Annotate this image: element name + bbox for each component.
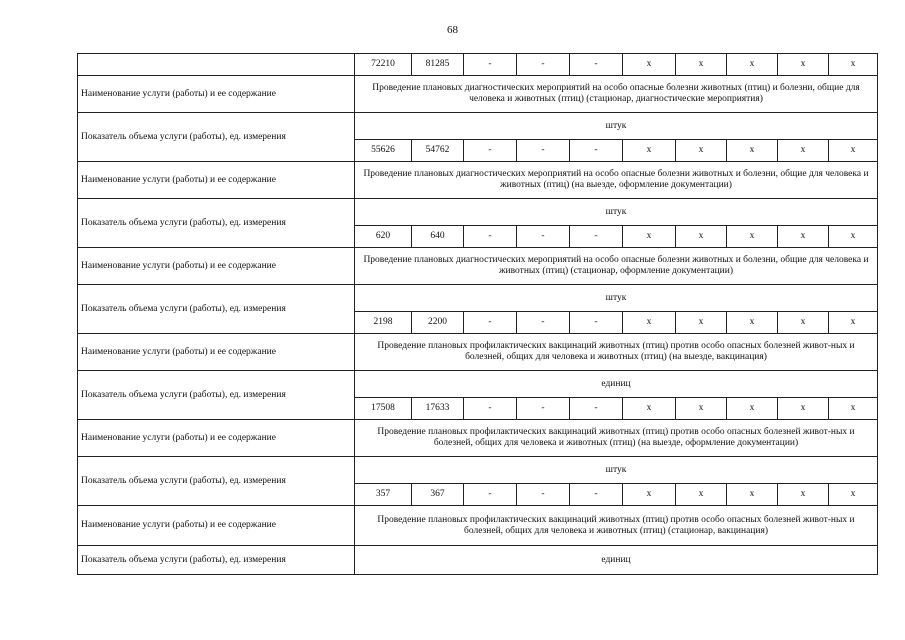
value-cell: x: [778, 312, 829, 334]
value-cell: x: [623, 312, 676, 334]
services-table-body: [78, 54, 878, 575]
value-cell: x: [829, 140, 878, 162]
unit-cell: единиц: [355, 371, 878, 398]
value-cell: x: [778, 140, 829, 162]
value-cell: x: [727, 484, 778, 506]
value-cell: 54762: [412, 140, 464, 162]
service-description: Проведение плановых диагностических мероприятий на особо опасные болезни животных и болезни, общие для человека и животных (птиц) (стационар, оформление документации): [355, 248, 878, 285]
service-name-row: [78, 248, 878, 285]
unit-cell: штук: [355, 457, 878, 484]
volume-indicator-label: Показатель объема услуги (работы), ед. измерения: [78, 457, 355, 506]
value-cell: x: [829, 484, 878, 506]
value-cell: x: [623, 398, 676, 420]
volume-indicator-label: Показатель объема услуги (работы), ед. измерения: [78, 285, 355, 334]
value-cell: -: [570, 140, 623, 162]
service-name-label: Наименование услуги (работы) и ее содержание: [78, 420, 355, 457]
value-cell: -: [570, 226, 623, 248]
service-name-row: [78, 334, 878, 371]
volume-indicator-label: Показатель объема услуги (работы), ед. измерения: [78, 546, 355, 575]
value-cell: x: [623, 484, 676, 506]
value-cell: x: [727, 312, 778, 334]
value-cell: 17633: [412, 398, 464, 420]
service-name-label: Наименование услуги (работы) и ее содержание: [78, 506, 355, 546]
value-cell: x: [727, 140, 778, 162]
unit-cell: штук: [355, 113, 878, 140]
service-name-row: [78, 162, 878, 199]
value-cell: x: [778, 54, 829, 76]
service-name-label: Наименование услуги (работы) и ее содержание: [78, 76, 355, 113]
volume-indicator-row: [78, 371, 878, 398]
value-cell: -: [464, 140, 517, 162]
empty-label-cell: [78, 54, 355, 76]
unit-cell: штук: [355, 285, 878, 312]
value-cell: x: [778, 226, 829, 248]
value-cell: x: [778, 484, 829, 506]
value-cell: 17508: [355, 398, 412, 420]
value-cell: 2200: [412, 312, 464, 334]
value-cell: x: [676, 398, 727, 420]
volume-indicator-row: [78, 285, 878, 312]
value-cell: -: [464, 398, 517, 420]
volume-indicator-row: [78, 457, 878, 484]
value-cell: 81285: [412, 54, 464, 76]
page-number: 68: [447, 24, 458, 36]
value-cell: 357: [355, 484, 412, 506]
value-cell: x: [727, 54, 778, 76]
value-cell: x: [676, 484, 727, 506]
value-cell: x: [676, 54, 727, 76]
value-cell: 367: [412, 484, 464, 506]
volume-values-row: [78, 54, 878, 76]
service-name-label: Наименование услуги (работы) и ее содержание: [78, 162, 355, 199]
value-cell: -: [570, 398, 623, 420]
value-cell: x: [829, 226, 878, 248]
value-cell: -: [517, 226, 570, 248]
value-cell: -: [570, 484, 623, 506]
service-name-row: [78, 76, 878, 113]
value-cell: x: [676, 140, 727, 162]
value-cell: 72210: [355, 54, 412, 76]
value-cell: -: [464, 226, 517, 248]
value-cell: -: [517, 54, 570, 76]
value-cell: -: [570, 54, 623, 76]
value-cell: 620: [355, 226, 412, 248]
value-cell: x: [623, 140, 676, 162]
service-description: Проведение плановых диагностических мероприятий на особо опасные болезни животных и болезни, общие для человека и животных (птиц) (на выезде, оформление документации): [355, 162, 878, 199]
value-cell: -: [464, 54, 517, 76]
value-cell: x: [727, 226, 778, 248]
value-cell: x: [623, 54, 676, 76]
value-cell: -: [517, 398, 570, 420]
service-description: Проведение плановых профилактических вакцинаций животных (птиц) против особо опасных болезней живот-ных и болезней, общих для человека и животных (птиц) (на выезде, вакцинация): [355, 334, 878, 371]
volume-indicator-row: [78, 113, 878, 140]
value-cell: x: [676, 226, 727, 248]
service-description: Проведение плановых профилактических вакцинаций животных (птиц) против особо опасных болезней живот-ных и болезней, общих для человека и животных (птиц) (на выезде, оформление документации): [355, 420, 878, 457]
value-cell: -: [464, 312, 517, 334]
value-cell: 640: [412, 226, 464, 248]
service-description: Проведение плановых диагностических мероприятий на особо опасные болезни животных (птиц) и болезни, общие для человека и животных (птиц) (стационар, диагностические мероприятия): [355, 76, 878, 113]
volume-indicator-row: [78, 546, 878, 575]
volume-indicator-label: Показатель объема услуги (работы), ед. измерения: [78, 199, 355, 248]
unit-cell: штук: [355, 199, 878, 226]
value-cell: x: [676, 312, 727, 334]
value-cell: -: [570, 312, 623, 334]
volume-indicator-row: [78, 199, 878, 226]
value-cell: x: [778, 398, 829, 420]
service-description: Проведение плановых профилактических вакцинаций животных (птиц) против особо опасных болезней живот-ных и болезней, общих для человека и животных (птиц) (стационар, вакцинация): [355, 506, 878, 546]
volume-indicator-label: Показатель объема услуги (работы), ед. измерения: [78, 113, 355, 162]
value-cell: x: [623, 226, 676, 248]
value-cell: x: [727, 398, 778, 420]
value-cell: -: [517, 484, 570, 506]
value-cell: x: [829, 398, 878, 420]
value-cell: 2198: [355, 312, 412, 334]
service-name-label: Наименование услуги (работы) и ее содержание: [78, 334, 355, 371]
service-name-label: Наименование услуги (работы) и ее содержание: [78, 248, 355, 285]
value-cell: -: [517, 312, 570, 334]
value-cell: -: [517, 140, 570, 162]
unit-cell: единиц: [355, 546, 878, 575]
services-table: [77, 53, 878, 575]
service-name-row: [78, 506, 878, 546]
value-cell: -: [464, 484, 517, 506]
value-cell: x: [829, 312, 878, 334]
value-cell: 55626: [355, 140, 412, 162]
value-cell: x: [829, 54, 878, 76]
volume-indicator-label: Показатель объема услуги (работы), ед. измерения: [78, 371, 355, 420]
service-name-row: [78, 420, 878, 457]
